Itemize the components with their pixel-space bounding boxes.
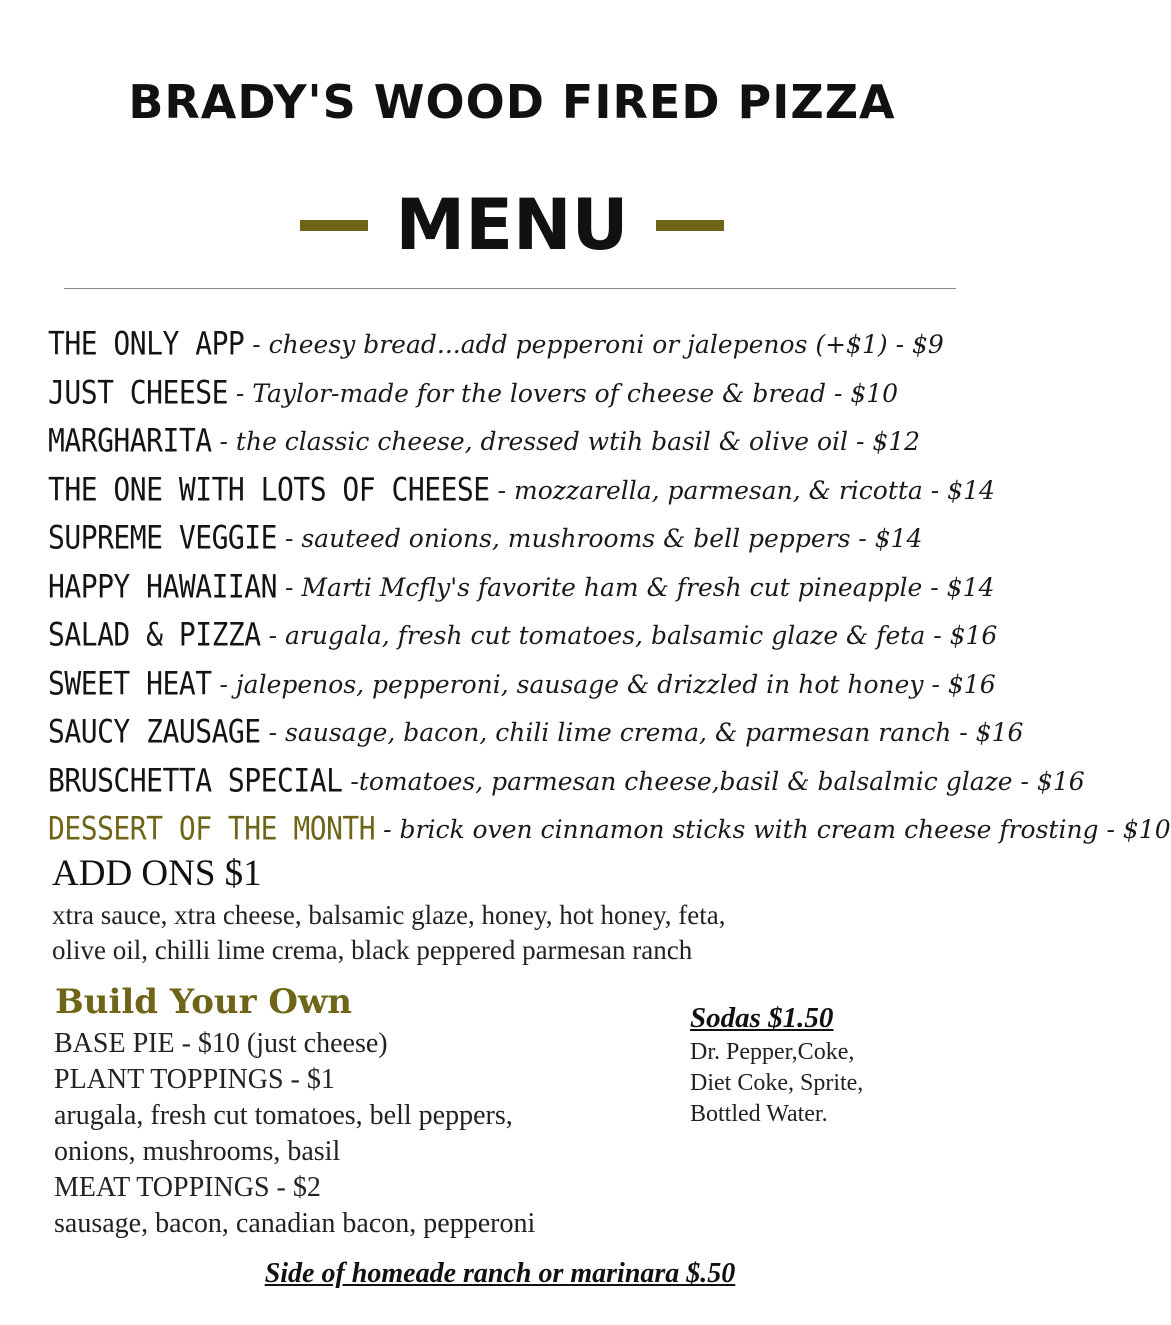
menu-item-dessert: [48, 805, 1171, 854]
build-line: BASE PIE - $10 (just cheese): [54, 1028, 388, 1059]
item-description: - mozzarella, parmesan, & ricotta - $14: [489, 475, 995, 505]
item-name: BRUSCHETTA SPECIAL: [48, 760, 343, 799]
divider: [64, 288, 956, 289]
menu-item: [48, 466, 1018, 515]
menu-heading-text: MENU: [395, 184, 629, 266]
menu-heading: [0, 180, 1024, 270]
build-line: arugala, fresh cut tomatoes, bell peppers,: [54, 1100, 513, 1131]
heading-left-dash: [300, 220, 368, 231]
item-description: - Taylor-made for the lovers of cheese & bread - $10: [227, 378, 899, 408]
build-line: PLANT TOPPINGS - $1: [54, 1064, 335, 1095]
add-ons-line: xtra sauce, xtra cheese, balsamic glaze, honey, hot honey, feta,: [52, 900, 726, 930]
item-name: THE ONLY APP: [48, 324, 245, 363]
item-name: SWEET HEAT: [48, 663, 212, 702]
soda-line: Diet Coke, Sprite,: [690, 1070, 864, 1096]
build-your-own-title: Build Your Own: [55, 982, 352, 1022]
item-description: - cheesy bread...add pepperoni or jalepenos (+$1) - $9: [244, 330, 944, 359]
item-name: MARGHARITA: [48, 421, 212, 460]
item-description: - Marti Mcfly's favorite ham & fresh cut pineapple - $14: [277, 572, 995, 602]
item-name: SAUCY ZAUSAGE: [48, 712, 261, 751]
menu-items-list: [48, 320, 1171, 854]
add-ons-title: ADD ONS $1: [52, 853, 262, 894]
menu-item: [48, 708, 1024, 757]
item-description: - sauteed onions, mushrooms & bell peppers - $14: [277, 524, 923, 553]
item-description: - brick oven cinnamon sticks with cream cheese frosting - $10: [375, 815, 1171, 844]
item-name: SALAD & PIZZA: [48, 615, 261, 654]
sodas-title: Sodas $1.50: [690, 1002, 834, 1034]
menu-item: [48, 514, 1018, 563]
item-description: - jalepenos, pepperoni, sausage & drizzled in hot honey - $16: [211, 669, 996, 699]
menu-item: [48, 757, 1085, 806]
soda-line: Bottled Water.: [690, 1101, 828, 1127]
item-name: SUPREME VEGGIE: [48, 518, 278, 557]
item-description: - arugala, fresh cut tomatoes, balsamic glaze & feta - $16: [260, 621, 998, 650]
add-ons-list: [52, 898, 952, 968]
add-ons-line: olive oil, chilli lime crema, black peppered parmesan ranch: [52, 935, 693, 965]
build-your-own-list: [54, 1026, 674, 1242]
side-note: Side of homeade ranch or marinara $.50: [264, 1258, 736, 1289]
restaurant-name: [0, 75, 1024, 165]
item-name: THE ONE WITH LOTS OF CHEESE: [48, 469, 490, 508]
restaurant-name-text: BRADY'S WOOD FIRED PIZZA: [128, 75, 896, 129]
menu-item: [48, 369, 1018, 418]
heading-right-dash: [656, 220, 724, 231]
menu-item: [48, 563, 1018, 612]
menu-item: [48, 417, 1018, 466]
item-description: - sausage, bacon, chili lime crema, & parmesan ranch - $16: [260, 718, 1024, 747]
item-name: HAPPY HAWAIIAN: [48, 566, 278, 605]
item-description: -tomatoes, parmesan cheese,basil & balsalmic glaze - $16: [342, 766, 1085, 796]
build-line: onions, mushrooms, basil: [54, 1136, 341, 1167]
menu-item: [48, 611, 1018, 660]
soda-line: Dr. Pepper,Coke,: [690, 1039, 855, 1065]
menu-item: [48, 660, 1018, 709]
build-line: sausage, bacon, canadian bacon, pepperoni: [54, 1208, 536, 1239]
item-name: DESSERT OF THE MONTH: [48, 809, 376, 848]
item-description: - the classic cheese, dressed wtih basil & olive oil - $12: [211, 427, 921, 456]
menu-item: [48, 320, 1018, 369]
item-name: JUST CHEESE: [48, 372, 228, 411]
sodas-section: [690, 1002, 990, 1130]
build-line: MEAT TOPPINGS - $2: [54, 1172, 321, 1203]
